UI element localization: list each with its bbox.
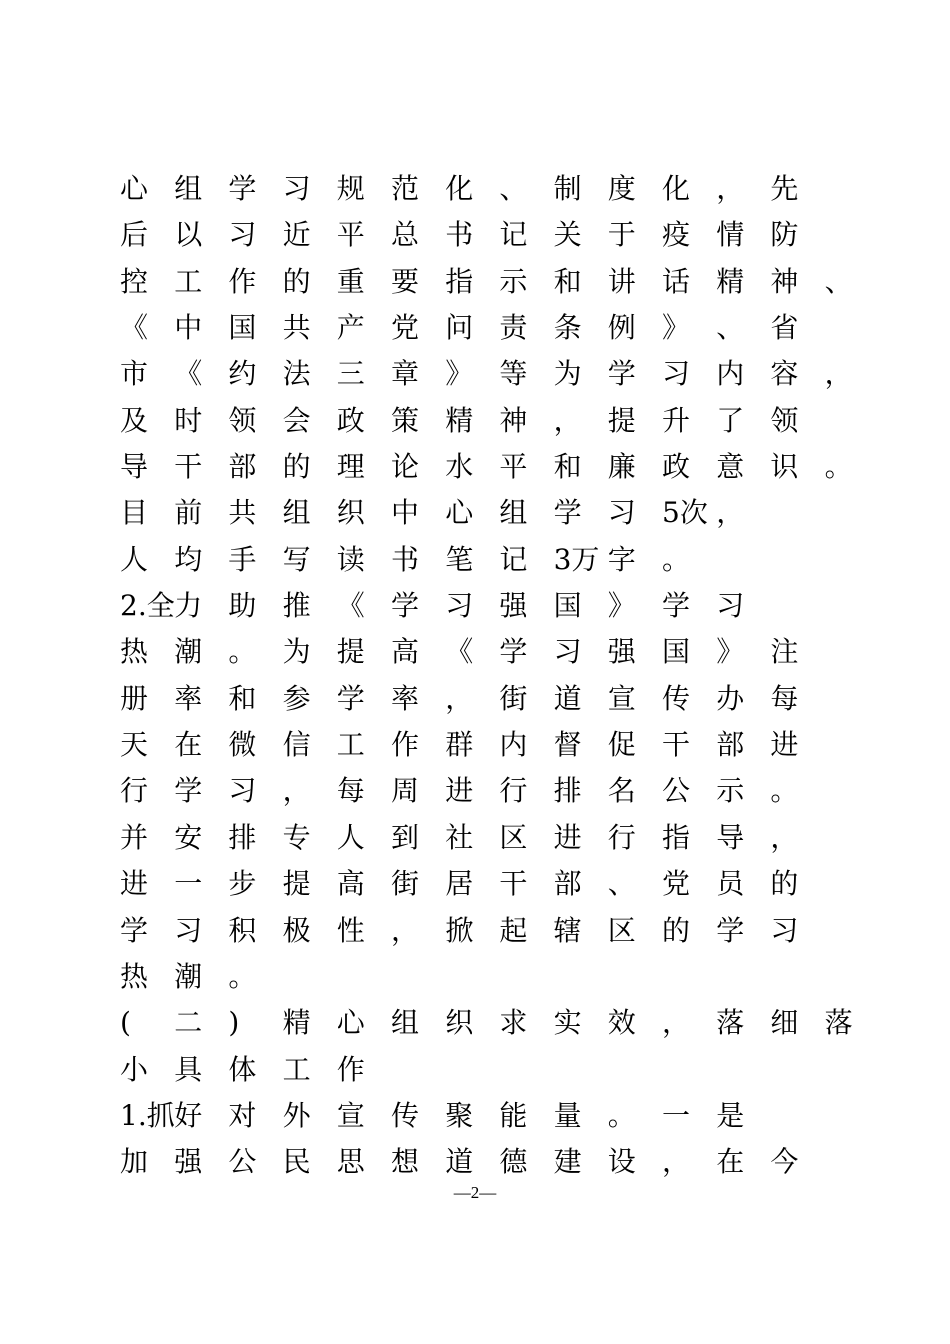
text-character: 民 — [282, 1145, 311, 1179]
text-character: 记 — [499, 218, 528, 252]
text-character: 书 — [445, 218, 474, 252]
text-character: 。 — [228, 959, 257, 993]
text-character: 学 — [553, 496, 582, 530]
text-character: 区 — [607, 913, 636, 947]
text-character: 掀 — [445, 913, 474, 947]
text-character: 学 — [607, 357, 636, 391]
text-character: 公 — [228, 1145, 257, 1179]
text-character: 》 — [607, 589, 636, 623]
text-character: 人 — [336, 820, 365, 854]
text-line — [120, 259, 853, 305]
text-character: 神 — [499, 403, 528, 437]
text-character: 学 — [499, 635, 528, 669]
text-line — [120, 954, 850, 1000]
text-character: 聚 — [445, 1098, 474, 1132]
text-character: 作 — [391, 728, 420, 762]
text-character: 领 — [770, 403, 799, 437]
text-character: 。 — [607, 1098, 636, 1132]
text-character: 行 — [499, 774, 528, 808]
text-character: 。 — [662, 542, 691, 576]
text-character: 建 — [553, 1145, 582, 1179]
text-character: 、 — [499, 172, 528, 205]
text-character: 等 — [499, 357, 528, 391]
text-character: 字 — [607, 542, 636, 576]
text-character: 记 — [499, 542, 528, 576]
text-character: 话 — [662, 264, 691, 298]
text-character: 人 — [120, 542, 149, 576]
text-character: 热 — [120, 959, 149, 993]
text-character: 《 — [445, 635, 474, 669]
text-character: 好 — [174, 1098, 203, 1132]
text-line — [120, 398, 850, 444]
text-character: 效 — [607, 1006, 636, 1040]
text-character: 社 — [445, 820, 474, 854]
text-character: 省 — [770, 311, 799, 345]
text-character: 识 — [770, 450, 799, 484]
text-line — [120, 1000, 853, 1046]
text-character: 为 — [553, 357, 582, 391]
text-character: 落 — [716, 1006, 745, 1040]
text-character: 的 — [282, 450, 311, 484]
text-character: 共 — [228, 496, 257, 530]
text-character: 宣 — [607, 681, 636, 715]
text-character: 办 — [716, 681, 745, 715]
text-line — [120, 1047, 850, 1093]
text-character: 产 — [336, 311, 365, 345]
text-character: 、 — [716, 311, 745, 345]
text-character: 平 — [499, 450, 528, 484]
text-character: 实 — [553, 1006, 582, 1040]
text-character: 精 — [282, 1006, 311, 1040]
text-character: 升 — [662, 403, 691, 437]
text-character: 干 — [499, 867, 528, 901]
text-character: 化 — [662, 172, 691, 205]
text-character: 思 — [336, 1145, 365, 1179]
text-character: 街 — [391, 867, 420, 901]
text-line — [120, 212, 850, 258]
text-character: 习 — [228, 218, 257, 252]
text-character: 习 — [553, 635, 582, 669]
text-character: 问 — [445, 311, 474, 345]
text-character: ， — [553, 403, 582, 437]
text-character: 在 — [716, 1145, 745, 1179]
text-character: 推 — [282, 589, 311, 623]
text-character: 中 — [391, 496, 420, 530]
text-character: 员 — [716, 867, 745, 901]
text-character: 强 — [499, 589, 528, 623]
text-character: 关 — [553, 218, 582, 252]
text-character: 道 — [445, 1145, 474, 1179]
text-character: 心 — [120, 172, 149, 205]
text-character: 部 — [553, 867, 582, 901]
text-character: 后 — [120, 218, 149, 252]
text-character: 起 — [499, 913, 528, 947]
text-character: 精 — [445, 403, 474, 437]
text-character: 于 — [607, 218, 636, 252]
text-character: 学 — [174, 774, 203, 808]
text-character: 的 — [662, 913, 691, 947]
text-character: 习 — [228, 774, 257, 808]
text-character: ， — [824, 357, 853, 391]
text-character: 《 — [120, 311, 149, 345]
text-character: 行 — [120, 774, 149, 808]
text-character: 今 — [770, 1145, 799, 1179]
text-character: 在 — [174, 728, 203, 762]
text-character: 容 — [770, 357, 799, 391]
text-character: 织 — [445, 1006, 474, 1040]
text-character: 市 — [120, 357, 149, 391]
text-character: 均 — [174, 542, 203, 576]
text-character: 和 — [228, 681, 257, 715]
text-character: 落 — [824, 1006, 853, 1040]
text-character: 提 — [282, 867, 311, 901]
body-text — [120, 166, 853, 1186]
text-character: 公 — [662, 774, 691, 808]
text-character: 行 — [607, 820, 636, 854]
text-character: 潮 — [174, 959, 203, 993]
text-line — [120, 166, 850, 212]
text-character: 读 — [336, 542, 365, 576]
text-character: 和 — [553, 264, 582, 298]
text-character: 手 — [228, 542, 257, 576]
text-character: 组 — [174, 172, 203, 205]
text-character: ， — [662, 1145, 691, 1179]
text-character: 热 — [120, 635, 149, 669]
text-character: 组 — [499, 496, 528, 530]
text-line — [120, 444, 853, 490]
text-character: 示 — [499, 264, 528, 298]
text-character: 名 — [607, 774, 636, 808]
text-character: 一 — [662, 1098, 691, 1132]
text-line — [120, 815, 850, 861]
text-character: 《 — [174, 357, 203, 391]
text-character: ( — [120, 1006, 131, 1040]
text-character: 党 — [391, 311, 420, 345]
text-character: 书 — [391, 542, 420, 576]
text-character: 是 — [716, 1098, 745, 1132]
text-character: 习 — [607, 496, 636, 530]
text-character: 具 — [174, 1052, 203, 1086]
text-character: 微 — [228, 728, 257, 762]
page-number: —2— — [453, 1183, 497, 1202]
text-character: ) — [228, 1006, 240, 1040]
text-line — [120, 768, 850, 814]
text-character: 学 — [120, 913, 149, 947]
text-character: 外 — [282, 1098, 311, 1132]
text-character: 排 — [228, 820, 257, 854]
text-character: 组 — [391, 1006, 420, 1040]
text-character: ， — [716, 496, 745, 530]
text-character: 强 — [174, 1145, 203, 1179]
text-character: 周 — [391, 774, 420, 808]
text-character: 防 — [770, 218, 799, 252]
text-character: 习 — [445, 589, 474, 623]
text-character: 传 — [391, 1098, 420, 1132]
text-character: 责 — [499, 311, 528, 345]
text-character: 度 — [607, 172, 636, 205]
text-character: 策 — [391, 403, 420, 437]
text-character: 促 — [607, 728, 636, 762]
text-character: 理 — [336, 450, 365, 484]
text-character: 安 — [174, 820, 203, 854]
text-character: 学 — [228, 172, 257, 205]
text-character: 导 — [716, 820, 745, 854]
text-character: 高 — [391, 635, 420, 669]
text-character: 并 — [120, 820, 149, 854]
text-character: 了 — [716, 403, 745, 437]
text-character: 和 — [553, 450, 582, 484]
text-character: 目 — [120, 496, 149, 530]
text-character: 学 — [391, 589, 420, 623]
text-character: 织 — [336, 496, 365, 530]
text-character: 道 — [553, 681, 582, 715]
text-character: 学 — [336, 681, 365, 715]
text-character: 要 — [391, 264, 420, 298]
text-character: 的 — [770, 867, 799, 901]
text-character: 国 — [553, 589, 582, 623]
text-character: 体 — [228, 1052, 257, 1086]
text-character: 部 — [716, 728, 745, 762]
text-character: 笔 — [445, 542, 474, 576]
text-character: 以 — [174, 218, 203, 252]
text-character: 进 — [770, 728, 799, 762]
text-character: 化 — [445, 172, 474, 205]
text-character: 注 — [770, 635, 799, 669]
text-character: 为 — [282, 635, 311, 669]
text-character: 每 — [770, 681, 799, 715]
text-character: 街 — [499, 681, 528, 715]
text-character: 二 — [174, 1006, 203, 1040]
text-character: 居 — [445, 867, 474, 901]
text-character: 加 — [120, 1145, 149, 1179]
text-character: 示 — [716, 774, 745, 808]
text-character: 习 — [662, 357, 691, 391]
text-character: 极 — [282, 913, 311, 947]
text-character: 。 — [228, 635, 257, 669]
text-character: 性 — [336, 913, 365, 947]
text-character: 条 — [553, 311, 582, 345]
text-character: ， — [445, 681, 474, 715]
text-character: 积 — [228, 913, 257, 947]
text-character: 会 — [282, 403, 311, 437]
text-character: 干 — [662, 728, 691, 762]
text-character: 论 — [391, 450, 420, 484]
text-character: 工 — [336, 728, 365, 762]
text-character: 求 — [499, 1006, 528, 1040]
text-character: 讲 — [607, 264, 636, 298]
text-character: 》 — [662, 311, 691, 345]
text-line — [120, 537, 850, 583]
text-character: 学 — [716, 913, 745, 947]
text-character: 小 — [120, 1052, 149, 1086]
text-character: 三 — [336, 357, 365, 391]
text-character: 的 — [282, 264, 311, 298]
text-character: 传 — [662, 681, 691, 715]
text-character: 信 — [282, 728, 311, 762]
text-character: ， — [716, 172, 745, 205]
text-character: ， — [662, 1006, 691, 1040]
text-character: 1.抓 — [120, 1098, 175, 1132]
text-character: 排 — [553, 774, 582, 808]
text-line — [120, 1093, 850, 1139]
text-character: 例 — [607, 311, 636, 345]
text-character: 国 — [662, 635, 691, 669]
text-character: 辖 — [553, 913, 582, 947]
text-character: 每 — [336, 774, 365, 808]
text-character: 工 — [282, 1052, 311, 1086]
text-line — [120, 305, 850, 351]
text-character: 、 — [607, 867, 636, 901]
text-character: 专 — [282, 820, 311, 854]
text-character: 约 — [228, 357, 257, 391]
text-character: 》 — [445, 357, 474, 391]
text-character: 宣 — [336, 1098, 365, 1132]
text-character: 册 — [120, 681, 149, 715]
text-line — [120, 629, 850, 675]
text-character: 3万 — [553, 542, 600, 576]
text-character: 疫 — [662, 218, 691, 252]
text-character: 群 — [445, 728, 474, 762]
text-character: 党 — [662, 867, 691, 901]
text-character: 对 — [228, 1098, 257, 1132]
text-character: 规 — [336, 172, 365, 205]
text-character: 参 — [282, 681, 311, 715]
text-character: 进 — [120, 867, 149, 901]
text-line — [120, 490, 850, 536]
text-character: 习 — [174, 913, 203, 947]
text-character: 工 — [174, 264, 203, 298]
text-line — [120, 1139, 850, 1185]
text-character: 部 — [228, 450, 257, 484]
text-character: 精 — [716, 264, 745, 298]
text-line — [120, 676, 850, 722]
text-character: 国 — [228, 311, 257, 345]
text-character: 。 — [770, 774, 799, 808]
text-character: 》 — [716, 635, 745, 669]
text-character: 时 — [174, 403, 203, 437]
text-character: 政 — [336, 403, 365, 437]
text-character: 章 — [391, 357, 420, 391]
text-character: 设 — [607, 1145, 636, 1179]
text-character: 。 — [824, 450, 853, 484]
text-character: 高 — [336, 867, 365, 901]
text-character: 情 — [716, 218, 745, 252]
text-character: 廉 — [607, 450, 636, 484]
text-character: 重 — [336, 264, 365, 298]
text-character: 法 — [282, 357, 311, 391]
text-character: 神 — [770, 264, 799, 298]
text-character: 制 — [553, 172, 582, 205]
text-character: 天 — [120, 728, 149, 762]
text-character: 区 — [499, 820, 528, 854]
text-character: 作 — [336, 1052, 365, 1086]
text-character: 政 — [662, 450, 691, 484]
text-character: 平 — [336, 218, 365, 252]
text-character: 提 — [336, 635, 365, 669]
text-character: 内 — [716, 357, 745, 391]
text-character: 一 — [174, 867, 203, 901]
text-character: 指 — [445, 264, 474, 298]
text-character: 督 — [553, 728, 582, 762]
text-character: 细 — [770, 1006, 799, 1040]
text-character: 共 — [282, 311, 311, 345]
text-character: 学 — [662, 589, 691, 623]
text-character: 习 — [770, 913, 799, 947]
text-character: 范 — [391, 172, 420, 205]
text-character: 想 — [391, 1145, 420, 1179]
text-line — [120, 861, 850, 907]
text-character: 强 — [607, 635, 636, 669]
text-character: 提 — [607, 403, 636, 437]
text-character: 导 — [120, 450, 149, 484]
text-character: 领 — [228, 403, 257, 437]
text-line — [120, 351, 853, 397]
text-line — [120, 908, 850, 954]
text-character: ， — [282, 774, 311, 808]
text-character: 写 — [282, 542, 311, 576]
text-character: ， — [770, 820, 799, 854]
text-character: 前 — [174, 496, 203, 530]
text-character: 意 — [716, 450, 745, 484]
text-character: 指 — [662, 820, 691, 854]
text-character: 先 — [770, 172, 799, 205]
text-character: ， — [391, 913, 420, 947]
text-character: 力 — [174, 589, 203, 623]
text-character: 控 — [120, 264, 149, 298]
text-character: 水 — [445, 450, 474, 484]
text-character: 习 — [282, 172, 311, 205]
text-character: 《 — [336, 589, 365, 623]
text-character: 助 — [228, 589, 257, 623]
text-character: 、 — [824, 264, 853, 298]
text-character: 作 — [228, 264, 257, 298]
text-character: 2.全 — [120, 589, 175, 623]
text-character: 德 — [499, 1145, 528, 1179]
text-line — [120, 583, 850, 629]
text-character: 组 — [282, 496, 311, 530]
text-character: 中 — [174, 311, 203, 345]
text-character: 及 — [120, 403, 149, 437]
text-character: 心 — [445, 496, 474, 530]
text-character: 量 — [553, 1098, 582, 1132]
text-character: 率 — [391, 681, 420, 715]
text-character: 心 — [336, 1006, 365, 1040]
text-character: 潮 — [174, 635, 203, 669]
text-character: 进 — [445, 774, 474, 808]
text-character: 进 — [553, 820, 582, 854]
text-character: 率 — [174, 681, 203, 715]
text-character: 步 — [228, 867, 257, 901]
text-character: 干 — [174, 450, 203, 484]
text-character: 近 — [282, 218, 311, 252]
text-character: 能 — [499, 1098, 528, 1132]
text-character: 习 — [716, 589, 745, 623]
text-line — [120, 722, 850, 768]
text-character: 内 — [499, 728, 528, 762]
text-character: 到 — [391, 820, 420, 854]
text-character: 5次 — [662, 496, 708, 530]
text-character: 总 — [391, 218, 420, 252]
